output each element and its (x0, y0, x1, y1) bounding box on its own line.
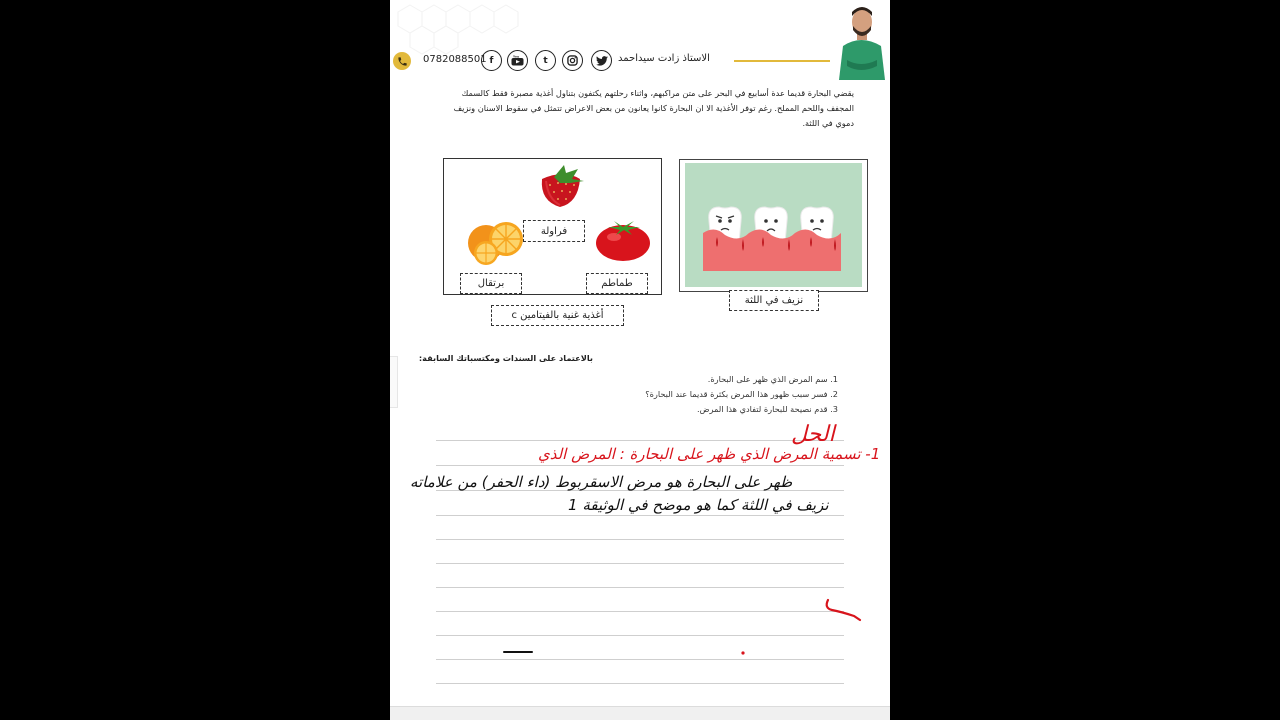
tomato-label: طماطم (586, 273, 648, 294)
instruction-text: بالاعتماد على السندات ومكتسباتك السابقة: (418, 353, 593, 363)
ruled-line (436, 515, 844, 516)
question-2: 2. فسر سبب ظهور هذا المرض بكثرة قديما عند البحارة؟ (645, 389, 838, 399)
worksheet-page (390, 0, 890, 720)
honeycomb-background (390, 0, 890, 60)
tumblr-icon[interactable] (535, 50, 556, 71)
instagram-icon[interactable] (562, 50, 583, 71)
ruled-line (436, 465, 844, 466)
orange-image (466, 217, 528, 267)
pen-dot-mark (740, 650, 746, 656)
svg-text:You: You (513, 55, 520, 59)
phone-number: 0782088501 (423, 54, 487, 65)
red-pen-mark (824, 596, 864, 626)
handwritten-answer-line-1: 1- تسمية المرض الذي ظهر على البحارة : المرض الذي (538, 445, 881, 463)
teacher-photo (833, 2, 890, 80)
strawberry-image (534, 161, 590, 209)
foods-caption: أغذية غنية بالفيتامين c (491, 305, 624, 326)
gums-caption: نزيف في اللثة (729, 290, 819, 311)
phone-icon[interactable] (393, 52, 411, 70)
header-accent-line (734, 60, 830, 62)
ruled-line (436, 611, 844, 612)
ruled-line (436, 539, 844, 540)
youtube-icon[interactable] (507, 50, 528, 71)
bleeding-gums-image (685, 163, 862, 287)
foods-figure (443, 158, 662, 295)
tomato-image (594, 217, 654, 263)
bottom-toolbar (390, 706, 890, 720)
teacher-name: الاستاذ زادت سيداحمد (618, 53, 710, 64)
handwritten-solution-title: الحل (791, 422, 835, 447)
twitter-icon[interactable] (591, 50, 612, 71)
gums-figure (679, 159, 868, 292)
handwritten-answer-line-3: نزيف في اللثة كما هو موضح في الوثيقة 1 (568, 496, 829, 514)
intro-paragraph: يقضي البحارة قديما عدة أسابيع في البحر على متن مراكبهم، واثناء رحلتهم يكتفون بتناول أغذية مصبرة فقط كالسمك المجفف واللحم المملح. رغم توفر الأغذية الا ان البحارة كانوا يعانون من بعض الاعراض تتمثل في سقوط الاسنان ونزيف دموي في اللثة. (453, 88, 854, 128)
question-1: 1. سم المرض الذي ظهر على البحارة. (707, 374, 838, 384)
ruled-line (436, 440, 844, 441)
tumblr-glyph: t (543, 55, 548, 66)
side-panel-handle[interactable] (390, 356, 398, 408)
orange-label: برتقال (460, 273, 522, 294)
ruled-line (436, 659, 844, 660)
ruled-line (436, 587, 844, 588)
strawberry-label: فراولة (523, 220, 585, 242)
ruled-line (436, 635, 844, 636)
ruled-line (436, 563, 844, 564)
question-3: 3. قدم نصيحة للبحارة لتفادي هذا المرض. (696, 404, 838, 414)
pen-stroke-mark (502, 648, 534, 656)
ruled-line (436, 683, 844, 684)
handwritten-answer-line-2: ظهر على البحارة هو مرض الاسقربوط (داء الحفر) من علاماته (410, 473, 793, 491)
facebook-glyph: f (489, 55, 494, 66)
